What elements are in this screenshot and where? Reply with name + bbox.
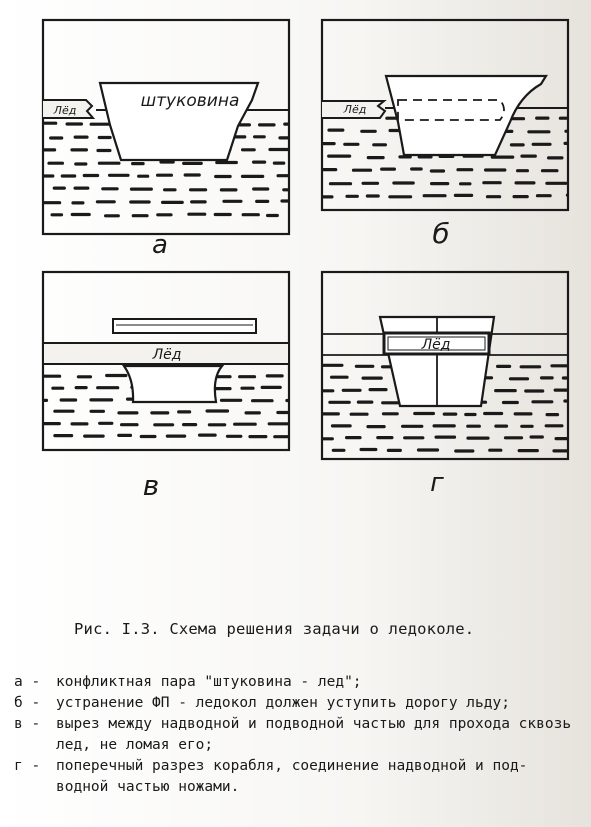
panel-letter-v: в xyxy=(142,469,160,502)
panel-a xyxy=(40,20,303,234)
object-label: штуковина xyxy=(140,91,240,111)
legend-key: г - xyxy=(14,758,41,774)
legend-text: вырез между надводной и подводной частью для прохода сквозь xyxy=(56,716,572,732)
panel-g xyxy=(318,272,579,459)
ice-label: Лёд xyxy=(343,103,367,116)
legend-item-b xyxy=(14,693,586,714)
panel-letter-b: б xyxy=(432,217,450,250)
ship-hull xyxy=(386,76,546,155)
legend-text: лед, не ломая его; xyxy=(56,737,214,753)
legend-key: б - xyxy=(14,695,41,711)
ice-label: Лёд xyxy=(53,104,77,117)
legend-text: водной частью ножами. xyxy=(56,779,240,795)
ice-label: Лёд xyxy=(421,337,451,353)
legend-item-g xyxy=(14,756,586,777)
panel-letter-g: г xyxy=(430,468,444,498)
legend-key: а - xyxy=(14,674,41,690)
legend-item-g-continued xyxy=(14,777,586,798)
figure-legend xyxy=(14,672,586,798)
legend-item-a xyxy=(14,672,586,693)
figure-caption: Рис. I.3. Схема решения задачи о ледоколе. xyxy=(74,620,475,638)
panel-b xyxy=(318,20,584,210)
legend-item-v xyxy=(14,714,586,735)
legend-item-v-continued xyxy=(14,735,586,756)
legend-text: конфликтная пара "штуковина - лед"; xyxy=(56,674,362,690)
panel-letter-a: а xyxy=(152,230,168,260)
panel-v xyxy=(38,272,302,450)
ice-label: Лёд xyxy=(152,347,182,363)
upper-hull xyxy=(113,319,256,333)
legend-key: в - xyxy=(14,716,41,732)
legend-text: поперечный разрез корабля, соединение надводной и под- xyxy=(56,758,528,774)
lower-hull xyxy=(124,366,222,402)
legend-text: устранение ФП - ледокол должен уступить дорогу льду; xyxy=(56,695,510,711)
